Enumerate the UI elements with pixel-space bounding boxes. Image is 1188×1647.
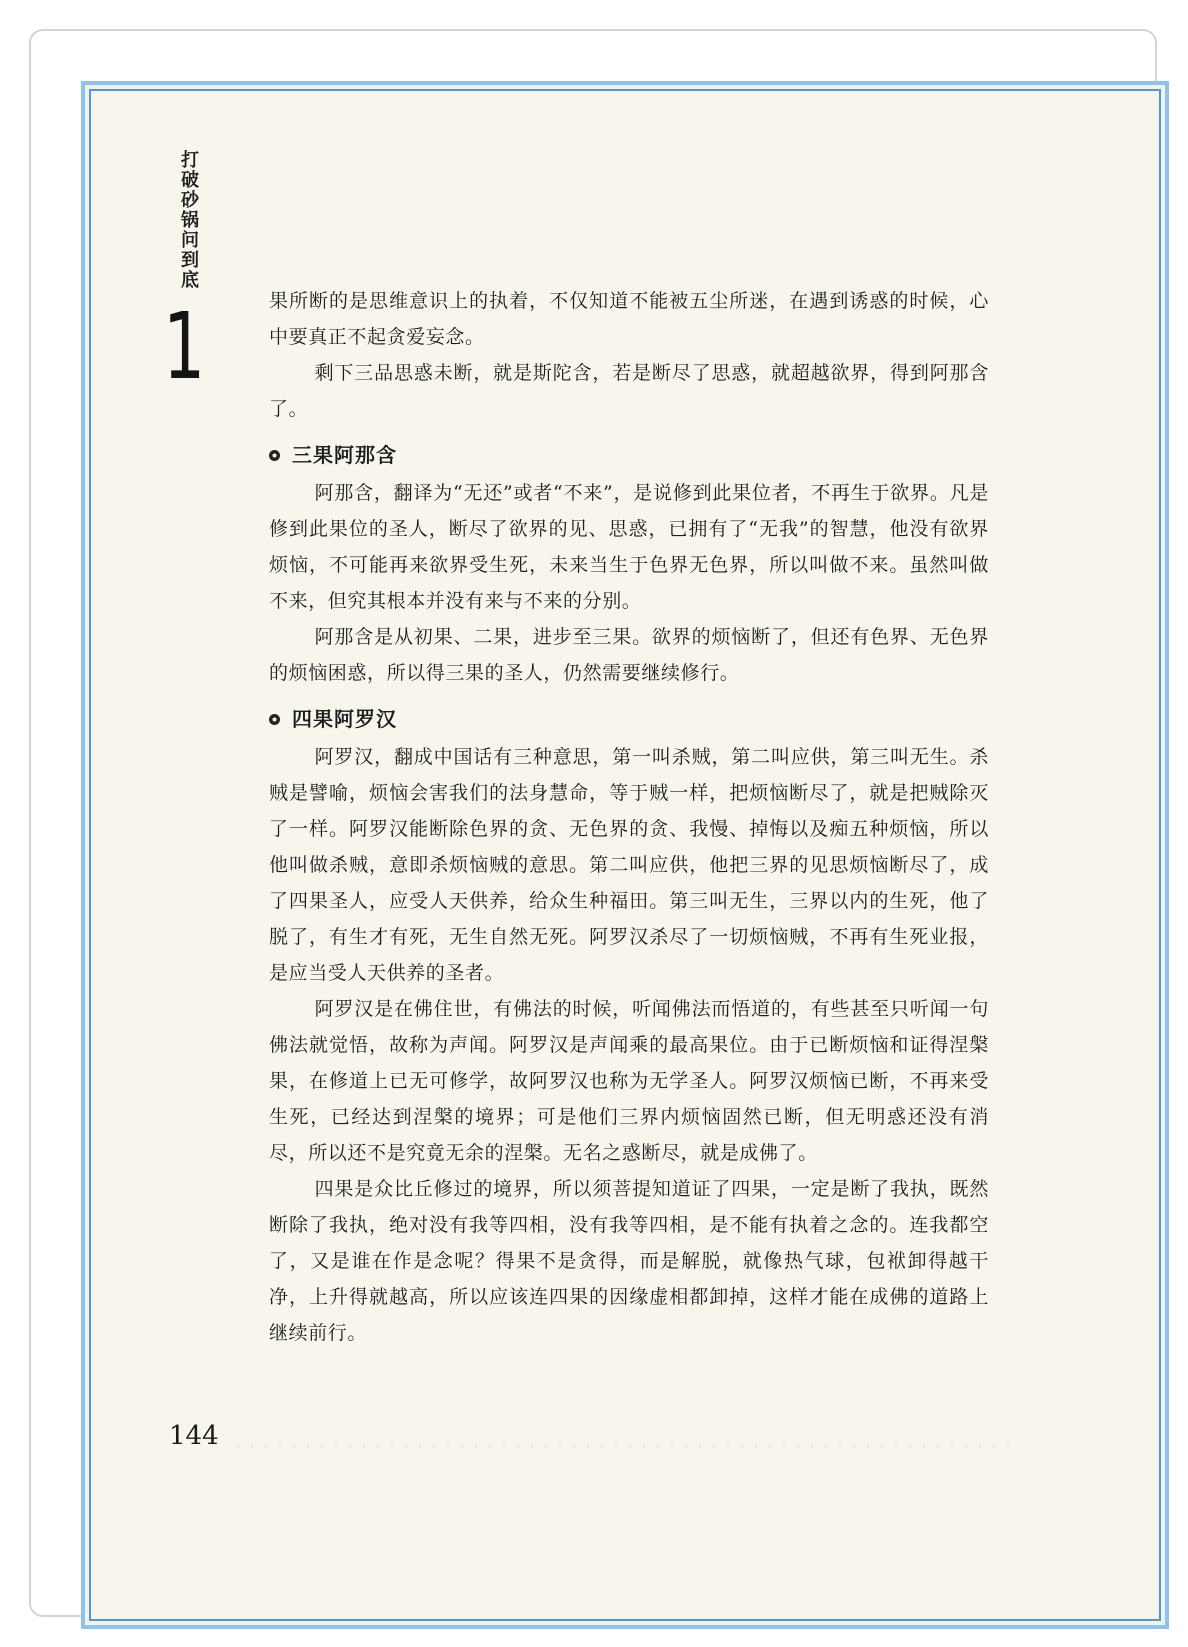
intro-paragraph-2: 剩下三品思惑未断，就是斯陀含，若是断尽了思惑，就超越欲界，得到阿那含了。	[269, 362, 989, 420]
section1-paragraph-1: 阿那含，翻译为“无还”或者“不来”，是说修到此果位者，不再生于欲界。凡是修到此果位的圣人，断尽了欲界的见、思惑，已拥有了“无我”的智慧，他没有欲界烦恼，不可能再来欲界受生死，未来当生于色界无色界，所以叫做不来。虽然叫做不来，但究其根本并没有来与不来的分别。	[269, 482, 989, 612]
footer-dotted-rule	[231, 1445, 1011, 1447]
book-page	[89, 89, 1161, 1621]
page-outer-border	[29, 29, 1157, 1617]
section-heading-arhat	[269, 701, 989, 737]
section-heading-text: 四果阿罗汉	[292, 707, 397, 731]
section2-paragraph-3: 四果是众比丘修过的境界，所以须菩提知道证了四果，一定是断了我执，既然断除了我执，绝对没有我等四相，没有我等四相，是不能有执着之念的。连我都空了，又是谁在作是念呢？得果不是贪得，而是解脱，就像热气球，包袱卸得越干净，上升得就越高，所以应该连四果的因缘虚相都卸掉，这样才能在成佛的道路上继续前行。	[269, 1178, 989, 1344]
intro-paragraph-1: 果所断的是思维意识上的执着，不仅知道不能被五尘所迷，在遇到诱惑的时候，心中要真正不起贪爱妄念。	[269, 290, 989, 348]
section2-paragraph-1: 阿罗汉，翻成中国话有三种意思，第一叫杀贼，第二叫应供，第三叫无生。杀贼是譬喻，烦恼会害我们的法身慧命，等于贼一样，把烦恼断尽了，就是把贼除灭了一样。阿罗汉能断除色界的贪、无色界的贪、我慢、掉悔以及痴五种烦恼，所以他叫做杀贼，意即杀烦恼贼的意思。第二叫应供，他把三界的见思烦恼断尽了，成了四果圣人，应受人天供养，给众生种福田。第三叫无生，三界以内的生死，他了脱了，有生才有死，无生自然无死。阿罗汉杀尽了一切烦恼贼，不再有生死业报，是应当受人天供养的圣者。	[269, 746, 989, 984]
section-heading-anahan	[269, 437, 989, 473]
chapter-number: 1	[163, 293, 206, 400]
running-header-title: 打破砂锅问到底	[181, 150, 199, 291]
section-heading-text: 三果阿那含	[292, 443, 397, 467]
section1-paragraph-2: 阿那含是从初果、二果，进步至三果。欲界的烦恼断了，但还有色界、无色界的烦恼困惑，所以得三果的圣人，仍然需要继续修行。	[269, 626, 989, 684]
bullet-icon	[269, 450, 280, 461]
page-number: 144	[169, 1421, 219, 1451]
body-text	[269, 283, 989, 1351]
page-frame	[81, 81, 1169, 1629]
section2-paragraph-2: 阿罗汉是在佛住世，有佛法的时候，听闻佛法而悟道的，有些甚至只听闻一句佛法就觉悟，故称为声闻。阿罗汉是声闻乘的最高果位。由于已断烦恼和证得涅槃果，在修道上已无可修学，故阿罗汉也称为无学圣人。阿罗汉烦恼已断，不再来受生死，已经达到涅槃的境界；可是他们三界内烦恼固然已断，但无明惑还没有消尽，所以还不是究竟无余的涅槃。无名之惑断尽，就是成佛了。	[269, 998, 989, 1164]
bullet-icon	[269, 714, 280, 725]
